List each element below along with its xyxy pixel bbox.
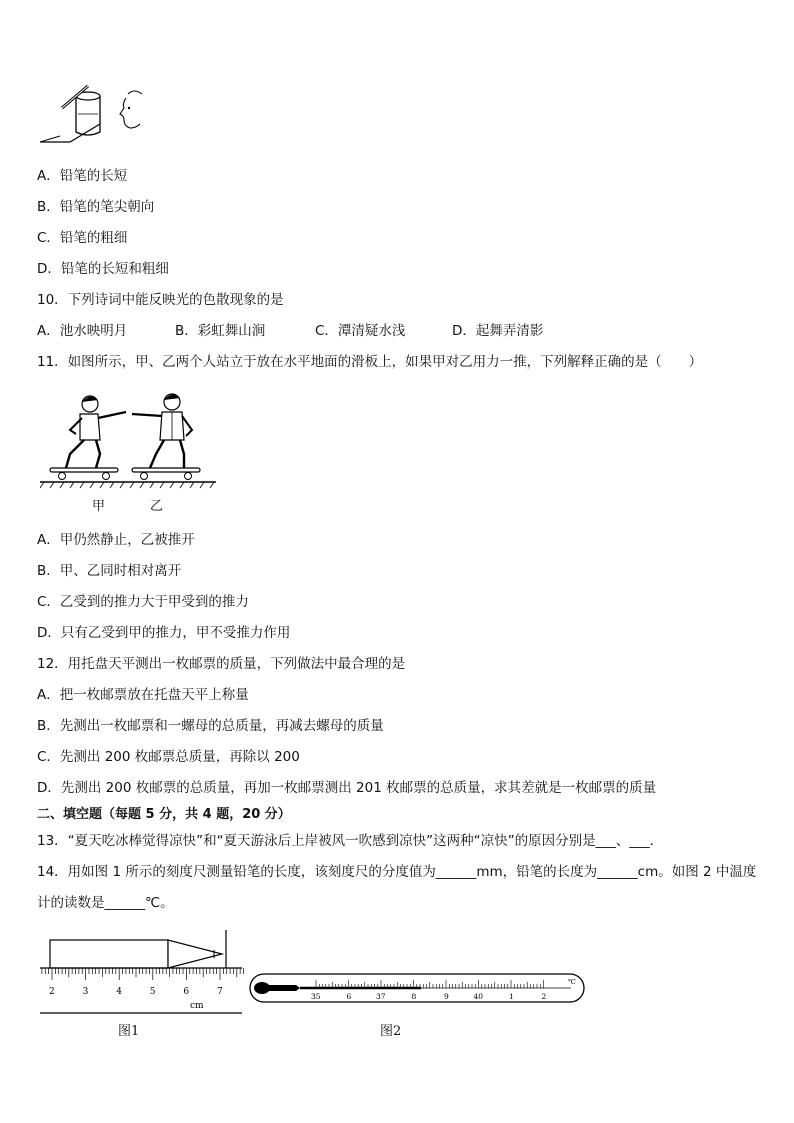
figure1-caption: 图1 <box>118 1024 140 1039</box>
q12-option-d: D．先测出 200 枚邮票的总质量，再加一枚邮票测出 201 枚邮票的总质量，求其差就是一枚邮票的质量 <box>37 780 657 796</box>
q10-stem: 10．下列诗词中能反映光的色散现象的是 <box>37 292 284 308</box>
thermometer-scale-label: 8 <box>411 992 417 1001</box>
q13-text: 13．“夏天吃冰棒觉得凉快”和“夏天游泳后上岸被风一吹感到凉快”这两种“凉快”的原因分别是___、___． <box>37 833 664 849</box>
q12-option-c: C．先测出 200 枚邮票总质量，再除以 200 <box>37 749 300 765</box>
q10-option-c: C．潭清疑水浅 <box>315 323 406 339</box>
thermometer-scale-label: 1 <box>509 992 514 1001</box>
section-title: 二、填空题（每题 5 分，共 4 题，20 分） <box>37 807 291 822</box>
q9-option-b: B．铅笔的笔尖朝向 <box>37 199 155 215</box>
q12-option-a: A．把一枚邮票放在托盘天平上称量 <box>37 687 249 703</box>
q12-option-b: B．先测出一枚邮票和一螺母的总质量，再减去螺母的质量 <box>37 718 384 734</box>
ruler-tick-label: 2 <box>49 987 55 997</box>
figure2-caption: 图2 <box>380 1024 402 1039</box>
ruler-unit-label: cm <box>190 1001 204 1011</box>
pencil-cup-eye-figure <box>40 84 160 148</box>
q9-option-a: A．铅笔的长短 <box>37 168 128 184</box>
thermometer-scale-label: 35 <box>311 992 321 1001</box>
thermometer-scale-label: 37 <box>376 992 386 1001</box>
ruler-tick-label: 6 <box>183 987 190 997</box>
q9-option-d: D．铅笔的长短和粗细 <box>37 261 169 277</box>
thermometer-unit-label: ℃ <box>568 978 576 986</box>
q11-stem: 11．如图所示，甲、乙两个人站立于放在水平地面的滑板上，如果甲对乙用力一推，下列解释正确的是（ ） <box>37 354 703 370</box>
ruler-tick-label: 5 <box>149 987 156 997</box>
q11-option-a: A．甲仍然静止，乙被推开 <box>37 532 195 548</box>
q11-option-d: D．只有乙受到甲的推力，甲不受推力作用 <box>37 625 291 641</box>
thermometer-scale-label: 9 <box>444 992 449 1001</box>
q9-option-c: C．铅笔的粗细 <box>37 230 128 246</box>
ruler-tick-label: 4 <box>116 987 122 997</box>
q11-option-c: C．乙受到的推力大于甲受到的推力 <box>37 594 249 610</box>
q12-stem: 12．用托盘天平测出一枚邮票的质量，下列做法中最合理的是 <box>37 656 406 672</box>
ruler-tick-label: 3 <box>82 987 89 997</box>
q14-line2: 计的读数是______℃。 <box>37 895 174 911</box>
thermometer-scale-label: 40 <box>473 992 484 1001</box>
q10-option-d: D．起舞弄清影 <box>452 323 544 339</box>
thermometer-scale-label: 2 <box>541 992 547 1001</box>
q11-option-b: B．甲、乙同时相对离开 <box>37 563 182 579</box>
ruler-figure <box>36 928 246 1016</box>
ruler-tick-label: 7 <box>217 987 223 997</box>
label-jia: 甲 <box>92 499 106 514</box>
thermometer-scale-label: 6 <box>346 992 352 1001</box>
q10-option-b: B．彩虹舞山涧 <box>175 323 266 339</box>
thermometer-figure <box>246 970 590 1006</box>
q14-line1: 14．用如图 1 所示的刻度尺测量铅笔的长度，该刻度尺的分度值为______mm，铅笔的长度为______cm。如图 2 中温度 <box>37 864 757 880</box>
label-yi: 乙 <box>150 499 164 514</box>
skateboard-figure <box>40 390 216 490</box>
q10-option-a: A．池水映明月 <box>37 323 128 339</box>
